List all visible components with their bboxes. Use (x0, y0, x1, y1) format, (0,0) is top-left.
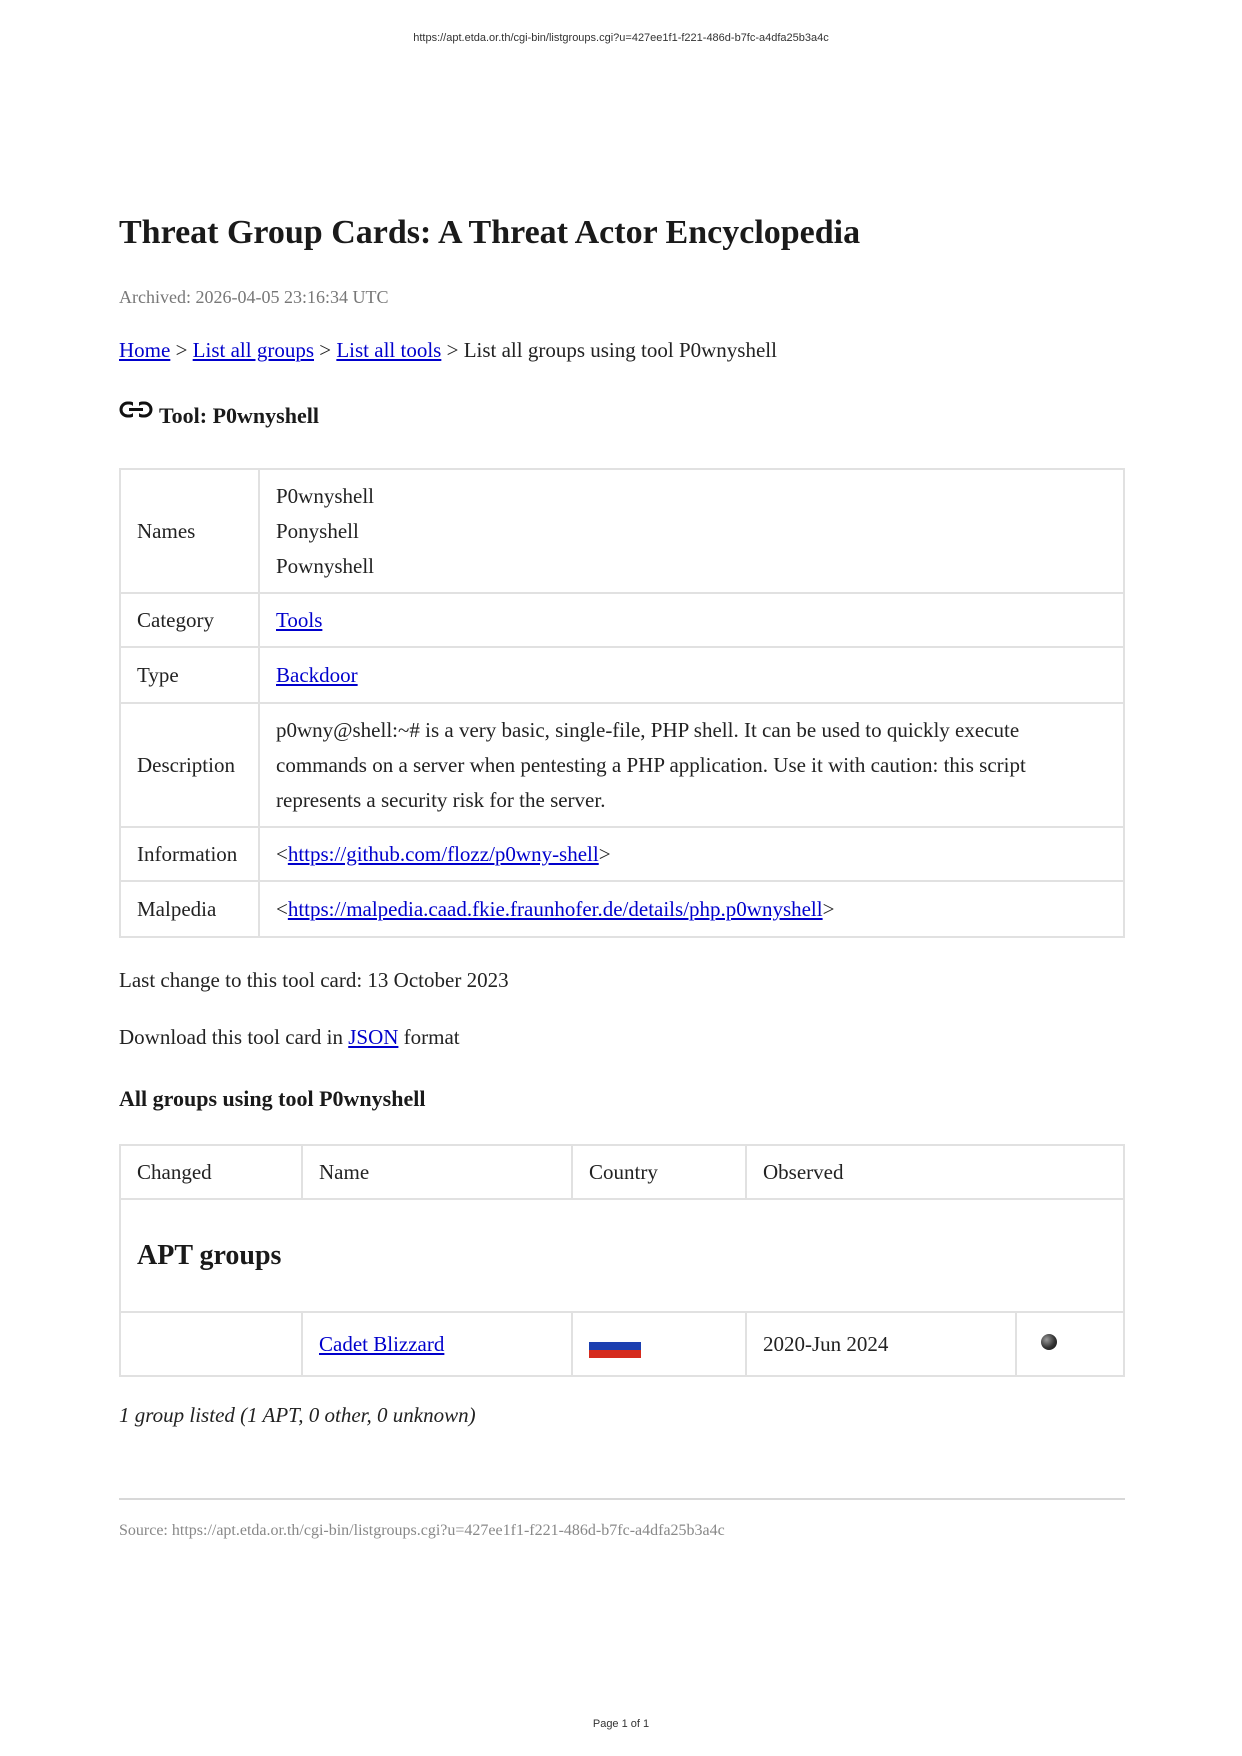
download-prefix: Download this tool card in (119, 1025, 343, 1049)
archived-timestamp: Archived: 2026-04-05 23:16:34 UTC (119, 287, 389, 307)
cell-country (572, 1312, 746, 1376)
category-link[interactable]: Tools (276, 607, 323, 632)
cell-changed (120, 1312, 302, 1376)
information-row (120, 827, 1124, 881)
angle-close: > (598, 841, 611, 866)
malpedia-label: Malpedia (120, 881, 259, 937)
malpedia-link[interactable]: https://malpedia.caad.fkie.fraunhofer.de/details/php.p0wnyshell (287, 896, 823, 921)
groups-header-row (120, 1145, 1124, 1199)
breadcrumb (119, 338, 777, 363)
page-title: Threat Group Cards: A Threat Actor Encyclopedia (119, 214, 861, 251)
header-changed: Changed (120, 1145, 302, 1199)
divider (119, 1498, 1125, 1500)
source-url: Source: https://apt.etda.or.th/cgi-bin/listgroups.cgi?u=427ee1f1-f221-486d-b7fc-a4dfa25b3a4c (119, 1522, 725, 1539)
groups-heading: All groups using tool P0wnyshell (119, 1086, 426, 1111)
angle-open: < (276, 896, 288, 921)
page-number: Page 1 of 1 (592, 1718, 650, 1730)
print-header-url: https://apt.etda.or.th/cgi-bin/listgroups.cgi?u=427ee1f1-f221-486d-b7fc-a4dfa25b3a4c (413, 32, 829, 44)
category-value (259, 593, 1124, 647)
information-label: Information (120, 827, 259, 881)
group-link[interactable]: Cadet Blizzard (319, 1331, 445, 1356)
tool-info-table (119, 468, 1125, 938)
link-icon[interactable] (119, 399, 153, 427)
type-row (120, 647, 1124, 703)
download-line (119, 1025, 460, 1050)
breadcrumb-groups-link[interactable]: List all groups (192, 338, 314, 362)
cell-name (302, 1312, 572, 1376)
breadcrumb-tools-link[interactable]: List all tools (336, 338, 442, 362)
group-count-summary: 1 group listed (1 APT, 0 other, 0 unknown) (119, 1403, 476, 1427)
description-label: Description (120, 703, 259, 827)
information-value (259, 827, 1124, 881)
header-country: Country (572, 1145, 746, 1199)
tool-heading-text: Tool: P0wnyshell (159, 403, 319, 428)
cell-status (1016, 1312, 1124, 1376)
last-change-text: Last change to this tool card: 13 October 2023 (119, 968, 509, 992)
malpedia-row (120, 881, 1124, 937)
header-observed: Observed (746, 1145, 1124, 1199)
name-item: Ponyshell (276, 518, 359, 543)
angle-close: > (822, 896, 835, 921)
name-item: P0wnyshell (276, 483, 375, 508)
table-row (120, 1312, 1124, 1376)
cell-observed: 2020-Jun 2024 (746, 1312, 1016, 1376)
names-label: Names (120, 469, 259, 593)
breadcrumb-home-link[interactable]: Home (119, 338, 171, 362)
name-item: Pownyshell (276, 553, 375, 578)
breadcrumb-separator: > (175, 338, 188, 362)
description-row (120, 703, 1124, 827)
type-value (259, 647, 1124, 703)
russia-flag-icon (589, 1334, 641, 1358)
breadcrumb-separator: > (446, 338, 459, 362)
type-label: Type (120, 647, 259, 703)
angle-open: < (276, 841, 288, 866)
status-dot-icon (1041, 1334, 1057, 1350)
breadcrumb-current: List all groups using tool P0wnyshell (463, 338, 777, 362)
description-value: p0wny@shell:~# is a very basic, single-file, PHP shell. It can be used to quickly execute commands on a server when pentesting a PHP application. Use it with caution: this script represents a security risk for the server. (259, 703, 1124, 827)
section-row (120, 1199, 1124, 1312)
json-download-link[interactable]: JSON (348, 1025, 399, 1049)
download-suffix: format (403, 1025, 460, 1049)
groups-table (119, 1144, 1125, 1377)
tool-heading (119, 403, 319, 429)
category-label: Category (120, 593, 259, 647)
apt-groups-section: APT groups (120, 1199, 1124, 1312)
breadcrumb-separator: > (319, 338, 332, 362)
names-row (120, 469, 1124, 593)
category-row (120, 593, 1124, 647)
information-link[interactable]: https://github.com/flozz/p0wny-shell (287, 841, 599, 866)
malpedia-value (259, 881, 1124, 937)
names-value (259, 469, 1124, 593)
type-link[interactable]: Backdoor (276, 662, 358, 687)
header-name: Name (302, 1145, 572, 1199)
